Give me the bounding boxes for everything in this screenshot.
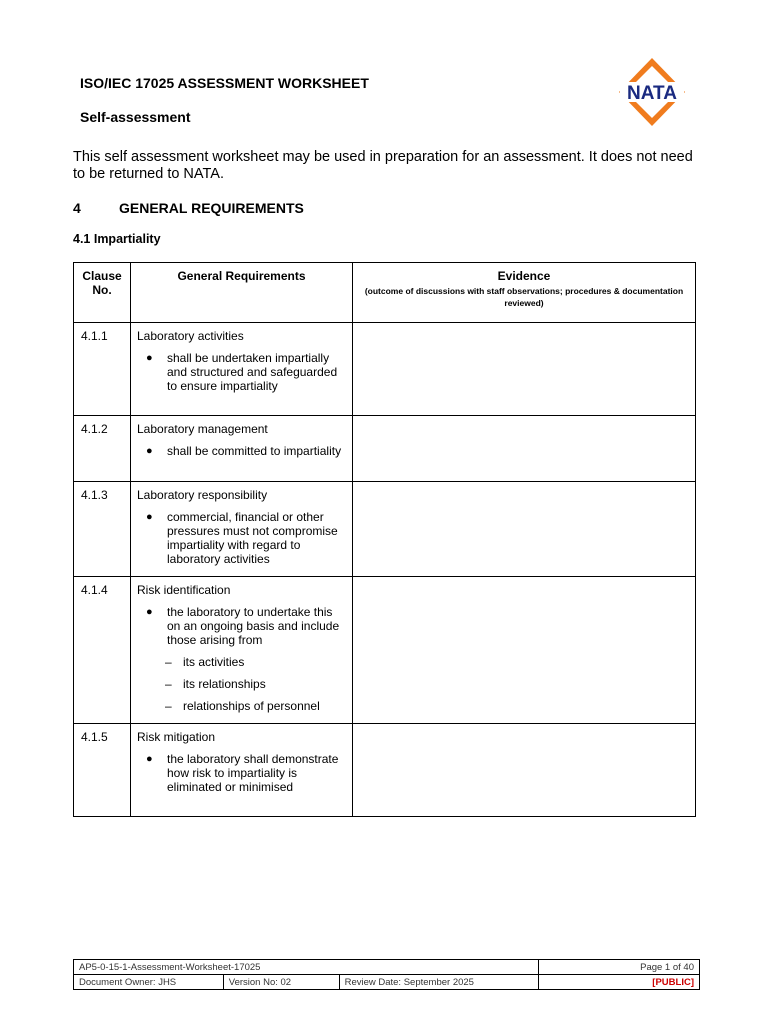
table-row bbox=[74, 323, 696, 416]
requirement-title: Laboratory management bbox=[137, 422, 268, 436]
evidence-cell[interactable] bbox=[353, 482, 696, 577]
requirement-cell bbox=[131, 323, 353, 416]
clause-number: 4.1.3 bbox=[74, 482, 131, 577]
page-footer bbox=[73, 959, 700, 990]
requirements-table bbox=[73, 262, 696, 817]
clause-number: 4.1.2 bbox=[74, 416, 131, 482]
requirement-bullet: commercial, financial or other pressures must not compromise impartiality with regard to laboratory activities bbox=[167, 510, 338, 566]
requirement-title: Laboratory responsibility bbox=[137, 488, 268, 502]
header-evidence bbox=[353, 263, 696, 323]
footer-page-number: Page 1 of 40 bbox=[539, 960, 700, 975]
table-row bbox=[74, 482, 696, 577]
table-header-row bbox=[74, 263, 696, 323]
footer-document-id: AP5-0-15-1-Assessment-Worksheet-17025 bbox=[74, 960, 539, 975]
sub-item: its activities bbox=[183, 655, 245, 669]
requirement-bullet: the laboratory to undertake this on an ongoing basis and include those arising from bbox=[167, 605, 340, 647]
footer-classification: [PUBLIC] bbox=[539, 975, 700, 990]
footer-review-date: Review Date: September 2025 bbox=[339, 975, 539, 990]
header-evidence-note: (outcome of discussions with staff observations; procedures & documentation reviewed) bbox=[364, 286, 684, 308]
requirement-cell bbox=[131, 577, 353, 724]
sub-item: its relationships bbox=[183, 677, 266, 691]
dash-icon: – bbox=[165, 655, 172, 669]
requirement-bullet: the laboratory shall demonstrate how risk to impartiality is eliminated or minimised bbox=[167, 752, 339, 794]
dash-icon: – bbox=[165, 677, 172, 691]
table-row bbox=[74, 416, 696, 482]
section-title: GENERAL REQUIREMENTS bbox=[119, 200, 304, 216]
clause-number: 4.1.1 bbox=[74, 323, 131, 416]
table-row bbox=[74, 724, 696, 817]
bullet-icon: ● bbox=[146, 753, 153, 765]
dash-icon: – bbox=[165, 699, 172, 713]
requirement-title: Risk identification bbox=[137, 583, 231, 597]
clause-number: 4.1.4 bbox=[74, 577, 131, 724]
table-row bbox=[74, 577, 696, 724]
footer-document-owner: Document Owner: JHS bbox=[74, 975, 224, 990]
bullet-icon: ● bbox=[146, 511, 153, 523]
header-clause: Clause No. bbox=[74, 263, 131, 323]
requirement-cell bbox=[131, 416, 353, 482]
header-evidence-label: Evidence bbox=[497, 269, 551, 283]
evidence-cell[interactable] bbox=[353, 724, 696, 817]
subsection-title: 4.1 Impartiality bbox=[73, 232, 161, 246]
nata-logo bbox=[617, 56, 687, 128]
document-subtitle: Self-assessment bbox=[80, 109, 191, 125]
header-general-requirements: General Requirements bbox=[131, 263, 353, 323]
evidence-cell[interactable] bbox=[353, 577, 696, 724]
requirement-title: Risk mitigation bbox=[137, 730, 216, 744]
evidence-cell[interactable] bbox=[353, 416, 696, 482]
intro-paragraph: This self assessment worksheet may be used in preparation for an assessment. It does not need to be returned to NATA. bbox=[73, 149, 693, 182]
clause-number: 4.1.5 bbox=[74, 724, 131, 817]
requirement-cell bbox=[131, 482, 353, 577]
logo-text: NATA bbox=[627, 83, 677, 104]
requirement-bullet: shall be committed to impartiality bbox=[167, 444, 342, 458]
sub-item: relationships of personnel bbox=[183, 699, 320, 713]
bullet-icon: ● bbox=[146, 352, 153, 364]
evidence-cell[interactable] bbox=[353, 323, 696, 416]
bullet-icon: ● bbox=[146, 606, 153, 618]
footer-version: Version No: 02 bbox=[223, 975, 339, 990]
requirement-cell bbox=[131, 724, 353, 817]
bullet-icon: ● bbox=[146, 445, 153, 457]
section-number: 4 bbox=[73, 200, 81, 216]
requirement-bullet: shall be undertaken impartially and structured and safeguarded to ensure impartiality bbox=[167, 351, 338, 393]
requirement-title: Laboratory activities bbox=[137, 329, 244, 343]
document-title: ISO/IEC 17025 ASSESSMENT WORKSHEET bbox=[80, 75, 369, 91]
